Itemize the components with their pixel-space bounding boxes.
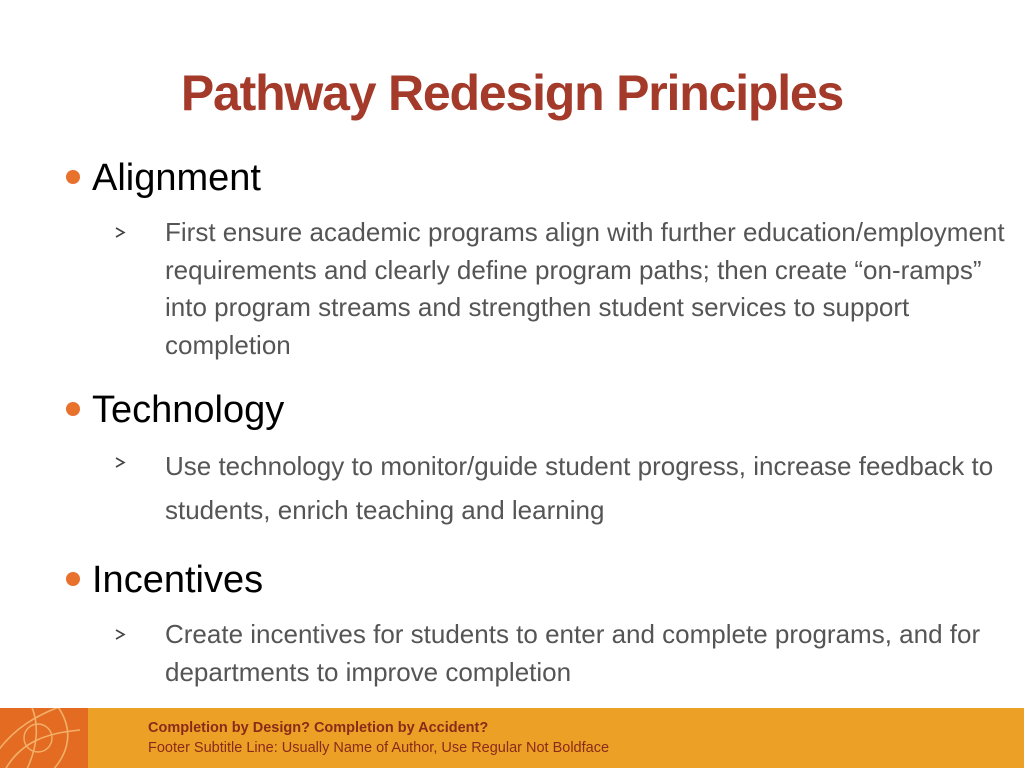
bullet-alignment	[62, 152, 1017, 204]
bullet-label: Alignment	[92, 157, 261, 199]
sub-bullet-text: First ensure academic programs align with further education/employment requirements and clearly define program paths; then create “on-ramps” into program streams and strengthen student services to support completion	[165, 217, 1005, 360]
bullet-list	[62, 152, 1017, 691]
footer-band	[0, 708, 1024, 768]
sub-bullet-text: Create incentives for students to enter and complete programs, and for departments to improve completion	[165, 619, 981, 687]
sub-bullet-incentives	[62, 616, 1017, 691]
footer-subtitle: Footer Subtitle Line: Usually Name of Author, Use Regular Not Boldface	[148, 740, 610, 756]
bullet-label: Technology	[92, 389, 285, 431]
footer-title: Completion by Design? Completion by Accident?	[148, 720, 489, 736]
arrow-bullet-icon	[112, 444, 132, 481]
round-bullet-icon	[66, 170, 80, 184]
sub-bullet-alignment	[62, 214, 1017, 364]
arrow-bullet-icon	[112, 214, 132, 251]
arrow-bullet-icon	[112, 616, 132, 653]
sub-bullet-text: Use technology to monitor/guide student progress, increase feedback to students, enrich teaching and learning	[165, 451, 994, 525]
bullet-technology	[62, 384, 1017, 436]
bullet-label: Incentives	[92, 559, 264, 601]
slide-title: Pathway Redesign Principles	[180, 65, 844, 121]
round-bullet-icon	[66, 402, 80, 416]
round-bullet-icon	[66, 572, 80, 586]
sub-bullet-technology	[62, 444, 1017, 532]
swirl-logo-icon	[0, 708, 88, 768]
bullet-incentives	[62, 554, 1017, 606]
